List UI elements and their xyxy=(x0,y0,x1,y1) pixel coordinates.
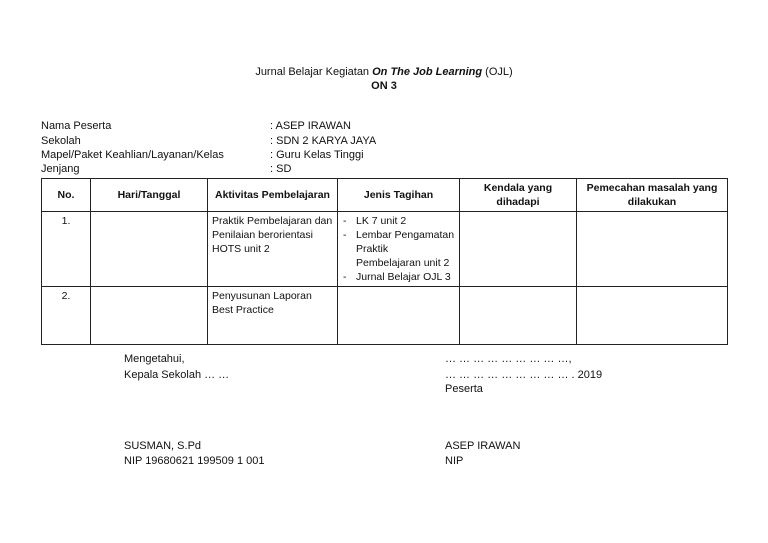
cell-kendala xyxy=(460,212,577,287)
header-pemecahan: Pemecahan masalah yang dilakukan xyxy=(577,179,728,212)
tagihan-item: - Jurnal Belajar OJL 3 xyxy=(342,270,455,284)
signature-right-place: … … … … … … … … …, xyxy=(445,353,572,365)
cell-date xyxy=(91,287,208,345)
document-subtitle: ON 3 xyxy=(371,80,397,92)
table-header-row xyxy=(42,179,728,212)
header-tagihan: Jenis Tagihan xyxy=(338,179,460,212)
signature-left-nip: NIP 19680621 199509 1 001 xyxy=(124,455,265,467)
document-title xyxy=(0,66,768,78)
info-value-nama: : ASEP IRAWAN xyxy=(270,120,351,132)
table-row xyxy=(42,287,728,345)
header-date: Hari/Tanggal xyxy=(91,179,208,212)
cell-pemecahan xyxy=(577,212,728,287)
cell-no: 2. xyxy=(42,287,91,345)
table-row xyxy=(42,212,728,287)
journal-table xyxy=(41,178,728,345)
info-value-sekolah: : SDN 2 KARYA JAYA xyxy=(270,135,377,147)
signature-right-nip: NIP xyxy=(445,455,464,467)
header-no: No. xyxy=(42,179,91,212)
cell-kendala xyxy=(460,287,577,345)
cell-activity: Penyusunan Laporan Best Practice xyxy=(208,287,338,345)
signature-left-name: SUSMAN, S.Pd xyxy=(124,440,202,452)
title-italic: On The Job Learning xyxy=(372,66,483,78)
signature-right-role: Peserta xyxy=(445,383,483,395)
signature-left-role: Kepala Sekolah … … xyxy=(124,369,230,381)
signature-right-date: … … … … … … … … … . 2019 xyxy=(445,369,603,381)
info-label-jenjang: Jenjang xyxy=(41,163,80,175)
tagihan-list xyxy=(342,214,455,284)
title-prefix: Jurnal Belajar Kegiatan xyxy=(255,66,373,78)
cell-tagihan xyxy=(338,212,460,287)
header-kendala: Kendala yang dihadapi xyxy=(460,179,577,212)
info-label-nama: Nama Peserta xyxy=(41,120,112,132)
cell-date xyxy=(91,212,208,287)
info-value-mapel: : Guru Kelas Tinggi xyxy=(270,149,364,161)
header-activity: Aktivitas Pembelajaran xyxy=(208,179,338,212)
signature-left-acknowledge: Mengetahui, xyxy=(124,353,185,365)
title-suffix: (OJL) xyxy=(482,66,513,78)
info-value-jenjang: : SD xyxy=(270,163,292,175)
signature-right-name: ASEP IRAWAN xyxy=(445,440,521,452)
cell-activity: Praktik Pembelajaran dan Penilaian berorientasi HOTS unit 2 xyxy=(208,212,338,287)
cell-no: 1. xyxy=(42,212,91,287)
info-label-mapel: Mapel/Paket Keahlian/Layanan/Kelas xyxy=(41,149,224,161)
tagihan-item: - Lembar Pengamatan Praktik Pembelajaran unit 2 xyxy=(342,228,455,270)
cell-pemecahan xyxy=(577,287,728,345)
cell-tagihan xyxy=(338,287,460,345)
info-label-sekolah: Sekolah xyxy=(41,135,81,147)
tagihan-item: - LK 7 unit 2 xyxy=(342,214,455,228)
